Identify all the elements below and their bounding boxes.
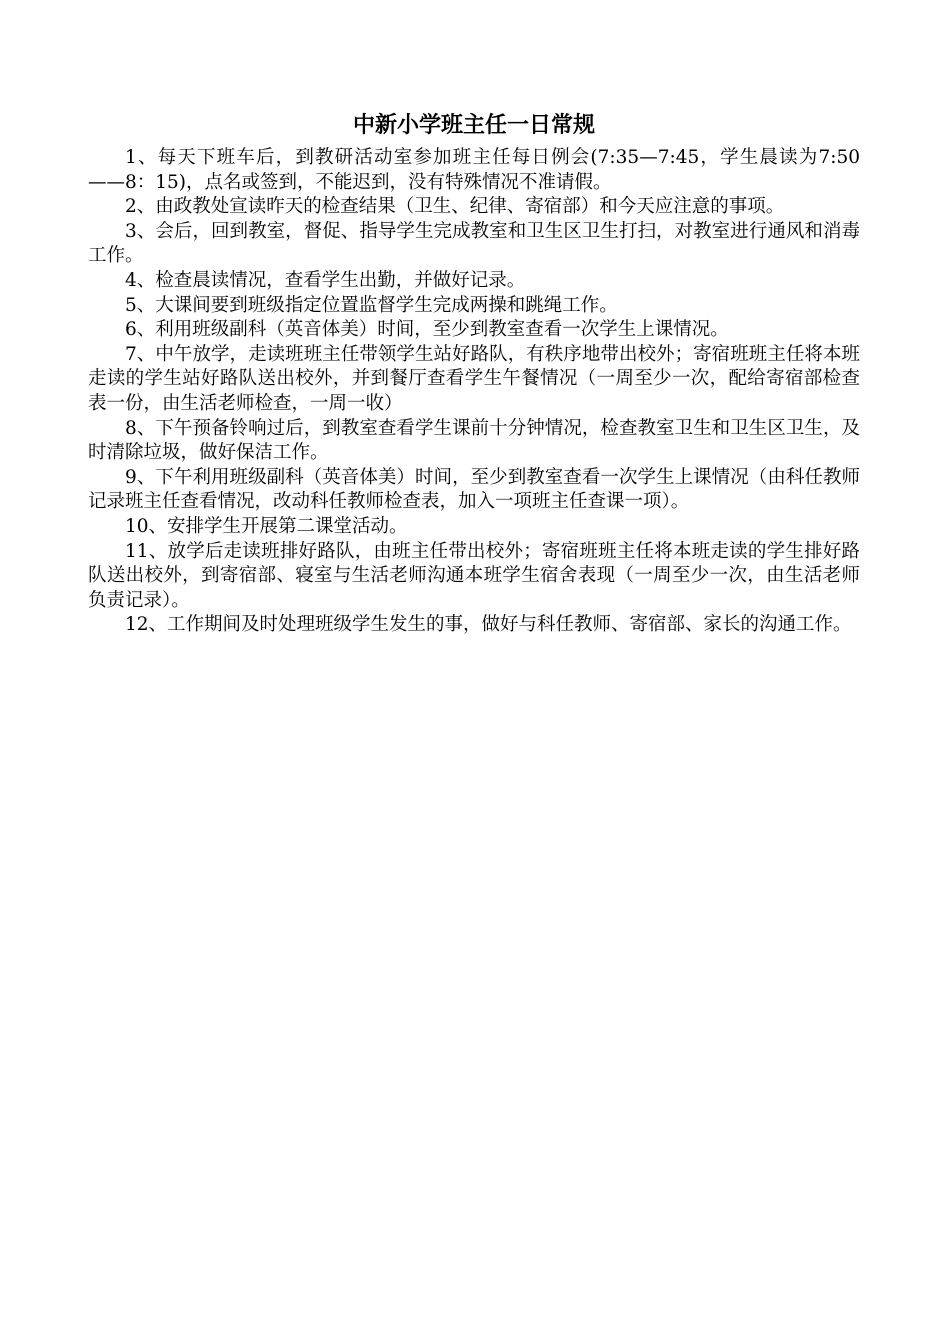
rule-item-7: 7、中午放学，走读班班主任带领学生站好路队，有秩序地带出校外；寄宿班班主任将本班走读的学生站好路队送出校外，并到餐厅查看学生午餐情况（一周至少一次，配给寄宿部检查表一份，由生活老师检查，一周一收）: [88, 343, 860, 414]
rule-item-5: 5、大课间要到班级指定位置监督学生完成两操和跳绳工作。: [125, 294, 618, 316]
rule-item-2: 2、由政教处宣读昨天的检查结果（卫生、纪律、寄宿部）和今天应注意的事项。: [125, 196, 785, 218]
rule-item-10: 10、安排学生开展第二课堂活动。: [125, 515, 408, 537]
rule-item-11: 11、放学后走读班排好路队，由班主任带出校外；寄宿班班主任将本班走读的学生排好路队送出校外，到寄宿部、寝室与生活老师沟通本班学生宿舍表现（一周至少一次，由生活老师负责记录）。: [88, 540, 860, 611]
rule-item-8: 8、下午预备铃响过后，到教室查看学生课前十分钟情况，检查教室卫生和卫生区卫生，及时清除垃圾，做好保洁工作。: [88, 417, 860, 464]
document-page: [88, 108, 860, 638]
rule-item-4: 4、检查晨读情况，查看学生出勤，并做好记录。: [125, 269, 526, 291]
document-title: 中新小学班主任一日常规: [352, 113, 595, 138]
rule-item-6: 6、利用班级副科（英音体美）时间，至少到教室查看一次学生上课情况。: [125, 319, 729, 341]
rule-item-12: 12、工作期间及时处理班级学生发生的事，做好与科任教师、寄宿部、家长的沟通工作。: [125, 614, 852, 636]
rule-item-3: 3、会后，回到教室，督促、指导学生完成教室和卫生区卫生打扫，对教室进行通风和消毒工作。: [88, 220, 860, 267]
rule-list: [88, 146, 860, 638]
rule-item-9: 9、下午利用班级副科（英音体美）时间，至少到教室查看一次学生上课情况（由科任教师记录班主任查看情况，改动科任教师检查表，加入一项班主任查课一项）。: [88, 466, 860, 513]
rule-item-1: 1、每天下班车后，到教研活动室参加班主任每日例会(7:35—7:45，学生晨读为7:50——8：15)，点名或签到，不能迟到，没有特殊情况不准请假。: [88, 147, 860, 193]
